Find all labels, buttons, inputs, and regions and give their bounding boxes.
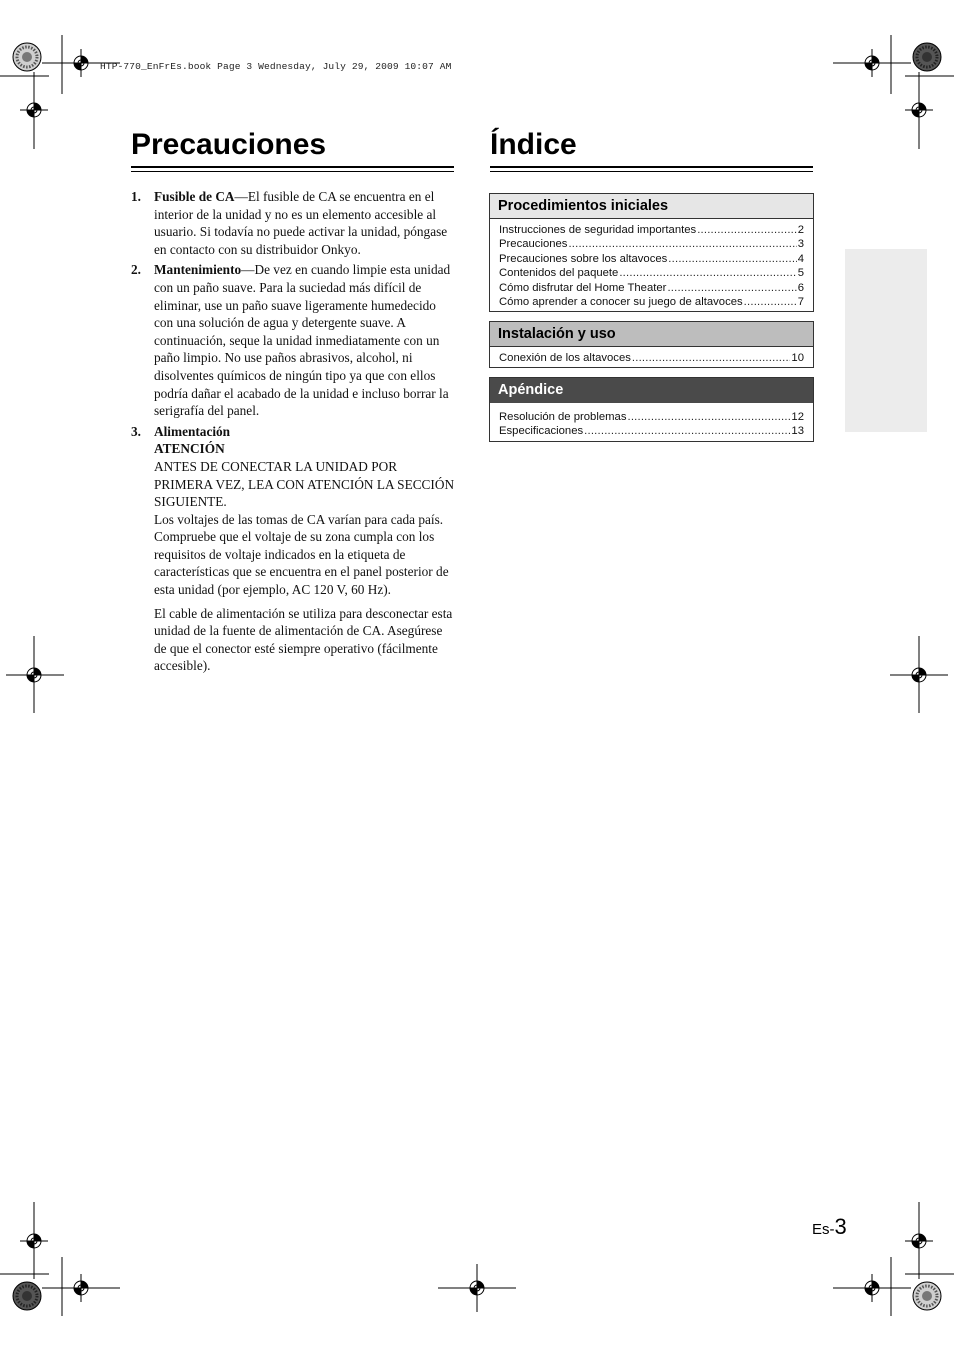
toc-entry-page: 13 bbox=[791, 425, 804, 438]
toc-section bbox=[489, 321, 814, 368]
precautions-list bbox=[131, 188, 455, 678]
toc-entry-page: 6 bbox=[797, 281, 804, 294]
item-number: 2. bbox=[131, 262, 141, 278]
item-extra-text: El cable de alimentación se utiliza para desconectar esta unidad de la fuente de alimentación de CA. Asegúrese de que el conector esté siempre operativo (fácilmente accesible). bbox=[154, 605, 453, 674]
toc-section-heading: Instalación y uso bbox=[490, 322, 813, 347]
toc-entry[interactable] bbox=[499, 266, 804, 280]
toc-entry[interactable] bbox=[499, 424, 804, 438]
toc-entry[interactable] bbox=[499, 295, 804, 309]
toc-entry[interactable] bbox=[499, 410, 804, 424]
precautions-title: Precauciones bbox=[131, 128, 327, 161]
toc-section bbox=[489, 377, 814, 442]
title-rule-thin bbox=[131, 171, 454, 172]
item-text: —El fusible de CA se encuentra en el interior de la unidad y no es un elemento accesible al usuario. Si todavía no puede activar la unidad, póngase en contacto con su distribuidor Onkyo. bbox=[154, 189, 448, 257]
color-rosette-top-right bbox=[913, 43, 941, 71]
list-item bbox=[131, 188, 455, 258]
index-title: Índice bbox=[490, 128, 577, 161]
toc-entries bbox=[490, 347, 813, 367]
title-rule bbox=[490, 166, 813, 168]
toc-entry-title: Contenidos del paquete bbox=[499, 267, 619, 280]
title-rule-thin bbox=[490, 171, 813, 172]
toc-entry[interactable] bbox=[499, 223, 804, 237]
toc-section bbox=[489, 193, 814, 312]
toc-entry-title: Resolución de problemas bbox=[499, 411, 627, 423]
toc-entry[interactable] bbox=[499, 351, 804, 365]
toc-leader-dots bbox=[667, 281, 796, 295]
toc-entries bbox=[490, 219, 813, 311]
toc-entry[interactable] bbox=[499, 281, 804, 295]
page-number-value: 3 bbox=[834, 1214, 847, 1239]
item-term: Fusible de CA bbox=[154, 189, 235, 204]
caution-text: ANTES DE CONECTAR LA UNIDAD POR PRIMERA VEZ, LEA CON ATENCIÓN LA SECCIÓN SIGUIENTE. bbox=[154, 458, 455, 510]
toc-section-heading: Procedimientos iniciales bbox=[490, 194, 813, 219]
toc-entry-page: 12 bbox=[791, 411, 804, 423]
toc-entry-title: Conexión de los altavoces bbox=[499, 352, 631, 364]
toc-entry-page: 2 bbox=[797, 224, 804, 236]
page-number bbox=[812, 1214, 847, 1240]
toc-leader-dots bbox=[744, 295, 797, 309]
toc-entry-title: Precauciones sobre los altavoces bbox=[499, 252, 668, 265]
toc-entries bbox=[490, 403, 813, 441]
page-number-prefix: Es- bbox=[812, 1221, 835, 1238]
toc-entry-page: 5 bbox=[797, 267, 804, 280]
item-text: —De vez en cuando limpie esta unidad con un paño suave. Para la suciedad más difícil de eliminar, use un paño suave ligeramente humedecido con una solución de agua y detergente suave. A continuación, seque la unidad inmediatamente con un paño limpio. No use paños abrasivos, alcohol, ni disolventes químicos de ningún tipo ya que con ellos podría dañar el acabado de la unidad e incluso borrar la serigrafía del panel. bbox=[154, 262, 451, 419]
title-rule bbox=[131, 166, 454, 168]
toc-leader-dots bbox=[584, 424, 790, 438]
toc-entry-page: 7 bbox=[797, 296, 804, 309]
toc-entry-page: 3 bbox=[797, 238, 804, 251]
side-thumb-tab bbox=[845, 249, 927, 432]
toc-leader-dots bbox=[627, 410, 790, 424]
item-text: Los voltajes de las tomas de CA varían para cada país. Compruebe que el voltaje de su zona cumpla con los requisitos de voltaje indicados en la etiqueta de características que se encuentra en el panel posterior de esta unidad (por ejemplo, AC 120 V, 60 Hz). bbox=[154, 511, 449, 598]
toc-entry-page: 4 bbox=[797, 252, 804, 265]
toc-leader-dots bbox=[568, 237, 796, 251]
toc-entry[interactable] bbox=[499, 237, 804, 251]
color-rosette-bottom-left bbox=[13, 1282, 41, 1310]
toc-entry-title: Cómo disfrutar del Home Theater bbox=[499, 281, 667, 294]
toc-section-heading: Apéndice bbox=[490, 378, 813, 403]
book-header-line: HTP-770_EnFrEs.book Page 3 Wednesday, July 29, 2009 10:07 AM bbox=[100, 61, 452, 72]
toc-leader-dots bbox=[697, 223, 797, 237]
toc-leader-dots bbox=[619, 266, 796, 280]
item-number: 3. bbox=[131, 423, 141, 439]
toc-entry-page: 10 bbox=[791, 352, 804, 364]
item-term: Alimentación bbox=[154, 423, 231, 439]
toc-entry[interactable] bbox=[499, 252, 804, 266]
toc-entry-title: Instrucciones de seguridad importantes bbox=[499, 224, 697, 236]
toc-entry-title: Cómo aprender a conocer su juego de altavoces bbox=[499, 296, 743, 309]
item-number: 1. bbox=[131, 189, 141, 204]
toc-entry-title: Especificaciones bbox=[499, 425, 584, 438]
item-term: Mantenimiento bbox=[154, 262, 242, 278]
color-rosette-top-left bbox=[13, 43, 41, 71]
toc-leader-dots bbox=[632, 351, 791, 365]
toc-leader-dots bbox=[668, 252, 796, 266]
caution-label: ATENCIÓN bbox=[154, 441, 225, 457]
color-rosette-bottom-right bbox=[913, 1282, 941, 1310]
list-item bbox=[131, 423, 455, 675]
toc-entry-title: Precauciones bbox=[499, 238, 568, 251]
list-item bbox=[131, 261, 455, 419]
